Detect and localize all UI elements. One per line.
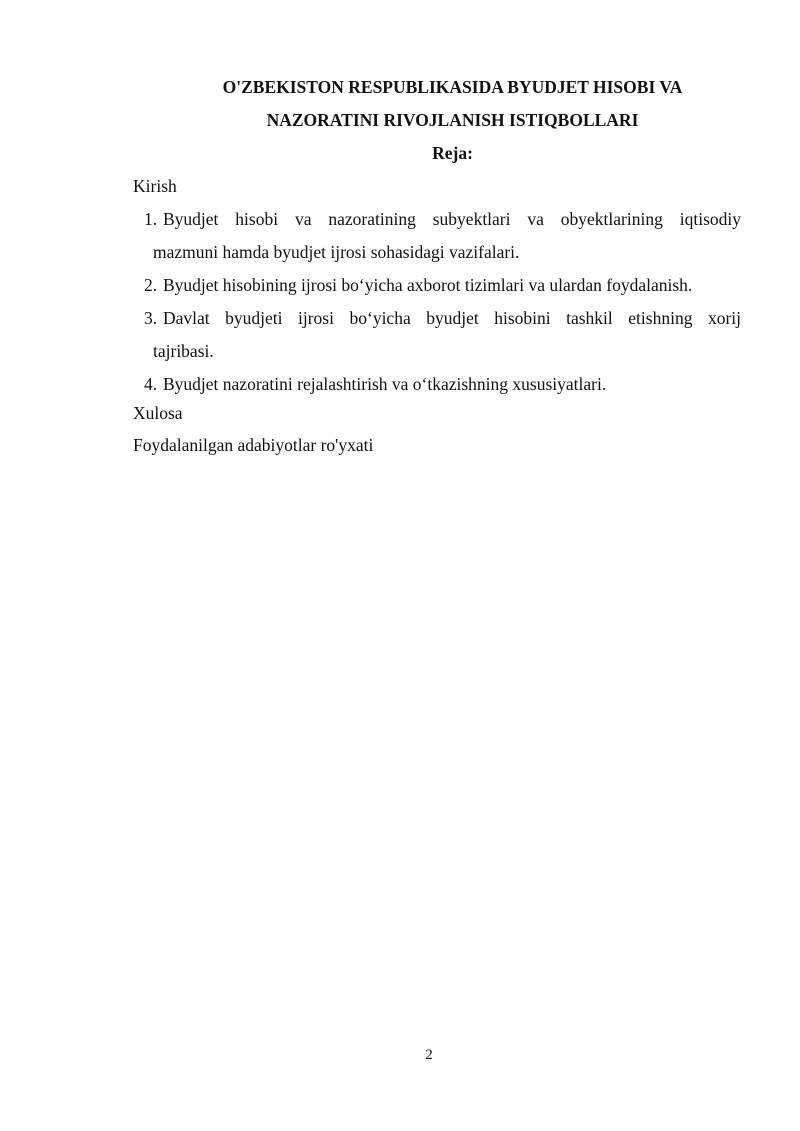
plan-item-1-continuation: mazmuni hamda byudjet ijrosi sohasidagi vazifalari.	[153, 242, 520, 262]
plan-item-4-number: 4.	[144, 374, 158, 394]
page-number: 2	[425, 1047, 433, 1063]
plan-item-2-number: 2.	[144, 275, 158, 295]
plan-item-3-number: 3.	[144, 308, 158, 328]
plan-item-4-first-line	[144, 374, 606, 394]
plan-item-3	[144, 302, 741, 368]
plan-item-2-text: Byudjet hisobining ijrosi bo‘yicha axborot tizimlari va ulardan foydalanish.	[163, 275, 693, 295]
plan-item-3-text: Davlat byudjeti ijrosi bo‘yicha byudjet hisobini tashkil etishning xorij	[163, 308, 741, 328]
plan-item-3-continuation: tajribasi.	[153, 341, 214, 361]
plan-item-1-first-line	[144, 203, 741, 236]
plan-heading: Reja:	[432, 143, 473, 163]
plan-item-4-text: Byudjet nazoratini rejalashtirish va o‘tkazishning xususiyatlari.	[163, 374, 607, 394]
plan-item-4	[144, 368, 741, 401]
conclusion-entry: Xulosa	[133, 403, 183, 423]
plan-item-1-number: 1.	[144, 209, 158, 229]
plan-item-1-text: Byudjet hisobi va nazoratining subyektlari va obyektlarining iqtisodiy	[163, 209, 741, 229]
plan-item-2-first-line	[144, 275, 692, 295]
literature-entry: Foydalanilgan adabiyotlar ro'yxati	[133, 435, 374, 455]
plan-item-3-first-line	[144, 302, 741, 335]
document-title-line-1: O'ZBEKISTON RESPUBLIKASIDA BYUDJET HISOBI VA	[222, 77, 683, 97]
introduction-entry: Kirish	[133, 176, 177, 196]
document-title-line-2: NAZORATINI RIVOJLANISH ISTIQBOLLARI	[266, 110, 639, 130]
plan-item-1	[144, 203, 741, 269]
plan-item-2	[144, 269, 741, 302]
